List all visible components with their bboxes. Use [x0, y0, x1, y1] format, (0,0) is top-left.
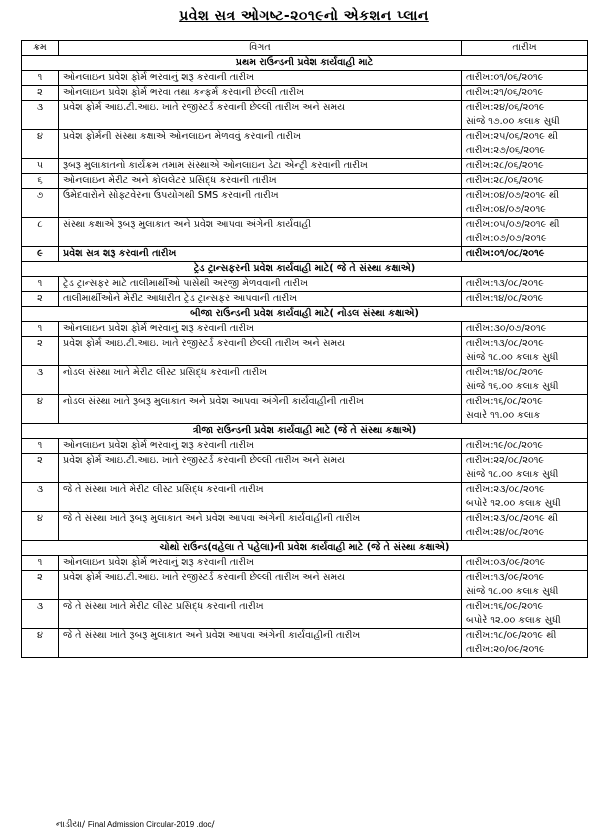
- footer: [56, 820, 215, 830]
- row-serial: ૨: [22, 454, 59, 483]
- row-date: [462, 101, 588, 130]
- row-date: [462, 218, 588, 247]
- table-body: [22, 56, 588, 658]
- row-serial: ૪: [22, 395, 59, 424]
- row-serial: ૧: [22, 556, 59, 571]
- row-date: [462, 322, 588, 337]
- date-line: સાંજે ૧૮.૦૦ કલાક સુધી: [466, 469, 559, 480]
- row-detail: ટ્રેડ ટ્રાન્સફર માટે તાલીમાર્થીઓ પાસેથી અરજી મેળવવાની તારીખ: [59, 277, 462, 292]
- row-detail: નોડલ સંસ્થા ખાતે રૂબરૂ મુલાકાત અને પ્રવેશ આપવા અંગેની કાર્યવાહીની તારીખ: [59, 395, 462, 424]
- row-detail: પ્રવેશ ફોર્મ આઇ.ટી.આઇ. ખાતે રજીસ્ટર્ડ કરવાની છેલ્લી તારીખ અને સમય: [59, 337, 462, 366]
- row-date: [462, 130, 588, 159]
- row-detail: ઓનલાઇન પ્રવેશ ફોર્મ ભરવાનું શરૂ કરવાની તારીખ: [59, 71, 462, 86]
- table-row: [22, 71, 588, 86]
- date-line: તારીખ:૧૬/૦૯/૨૦૧૯: [466, 601, 544, 612]
- footer-sep-1: /: [82, 820, 88, 830]
- row-detail: ઉમેદવારોને સોફ્ટવેરના ઉપયોગથી SMS કરવાની તારીખ: [59, 189, 462, 218]
- date-line: તારીખ:૦૧/૦૮/૨૦૧૯: [466, 248, 545, 259]
- row-serial: ૨: [22, 571, 59, 600]
- table-row: [22, 174, 588, 189]
- date-line: સાંજે ૧૮.૦૦ કલાક સુધી: [466, 352, 559, 363]
- row-serial: ૪: [22, 629, 59, 658]
- row-serial: ૧: [22, 277, 59, 292]
- row-detail: જે તે સંસ્થા ખાતે મેરીટ લીસ્ટ પ્રસિદ્ધ કરવાની તારીખ: [59, 483, 462, 512]
- date-line: તારીખ:૨૨/૦૮/૨૦૧૯: [466, 455, 545, 466]
- date-line: તારીખ:૩૦/૦૭/૨૦૧૯: [466, 323, 547, 334]
- row-date: [462, 629, 588, 658]
- row-detail: ઓનલાઇન પ્રવેશ ફોર્મ ભરવા તથા કન્ફર્મ કરવાની છેલ્લી તારીખ: [59, 86, 462, 101]
- date-line: તારીખ:૧૬/૦૮/૨૦૧૯: [466, 396, 543, 407]
- table-row: [22, 395, 588, 424]
- row-serial: ૯: [22, 247, 59, 262]
- table-row: [22, 159, 588, 174]
- row-date: [462, 174, 588, 189]
- footer-place: નાડીયા: [56, 820, 83, 830]
- table-row: [22, 101, 588, 130]
- section-row: [22, 541, 588, 556]
- date-line: બપોરે ૧૨.૦૦ કલાક સુધી: [466, 498, 561, 509]
- date-line: તારીખ:૨૮/૦૬/૨૦૧૯: [466, 175, 544, 186]
- table-row: [22, 247, 588, 262]
- row-date: [462, 159, 588, 174]
- date-line: તારીખ:૨૪/૦૮/૨૦૧૯: [466, 527, 545, 538]
- date-line: સાંજે ૧૬.૦૦ કલાક સુધી: [466, 381, 559, 392]
- table-row: [22, 571, 588, 600]
- table-row: [22, 512, 588, 541]
- date-line: સવારે ૧૧.૦૦ કલાક: [466, 410, 541, 421]
- action-plan-table: [21, 40, 588, 658]
- section-heading: પ્રથમ રાઉન્ડની પ્રવેશ કાર્યવાહી માટે: [22, 56, 588, 71]
- row-detail: જે તે સંસ્થા ખાતે રૂબરૂ મુલાકાત અને પ્રવેશ આપવા અંગેની કાર્યવાહીની તારીખ: [59, 512, 462, 541]
- table-row: [22, 556, 588, 571]
- row-detail: ઓનલાઇન પ્રવેશ ફોર્મ ભરવાનું શરૂ કરવાની તારીખ: [59, 556, 462, 571]
- row-date: [462, 277, 588, 292]
- table-row: [22, 337, 588, 366]
- row-serial: ૩: [22, 483, 59, 512]
- date-line: તારીખ:૨૦/૦૯/૨૦૧૯: [466, 644, 545, 655]
- header-serial: ક્રમ: [22, 41, 59, 56]
- date-line: તારીખ:૦૧/૦૬/૨૦૧૯: [466, 72, 544, 83]
- row-date: [462, 71, 588, 86]
- table-row: [22, 439, 588, 454]
- row-detail: ઓનલાઇન પ્રવેશ ફોર્મ ભરવાનું શરૂ કરવાની તારીખ: [59, 439, 462, 454]
- date-line: સાંજે ૧૮.૦૦ કલાક સુધી: [466, 586, 559, 597]
- table-row: [22, 366, 588, 395]
- section-row: [22, 262, 588, 277]
- row-serial: ૩: [22, 101, 59, 130]
- row-date: [462, 571, 588, 600]
- row-detail: ઓનલાઇન પ્રવેશ ફોર્મ ભરવાનું શરૂ કરવાની તારીખ: [59, 322, 462, 337]
- row-detail: પ્રવેશ સત્ર શરૂ કરવાની તારીખ: [59, 247, 462, 262]
- date-line: તારીખ:૦૫/૦૭/૨૦૧૯ થી: [466, 219, 560, 230]
- row-date: [462, 454, 588, 483]
- row-serial: ૧: [22, 439, 59, 454]
- table-row: [22, 292, 588, 307]
- row-serial: ૩: [22, 600, 59, 629]
- date-line: તારીખ:૦૪/૦૭/૨૦૧૯: [466, 204, 546, 215]
- page-title: પ્રવેશ સત્ર ઓગષ્ટ-૨૦૧૯નો એકશન પ્લાન: [179, 8, 429, 24]
- row-serial: ૩: [22, 366, 59, 395]
- row-detail: નોડલ સંસ્થા ખાતે મેરીટ લીસ્ટ પ્રસિદ્ધ કરવાની તારીખ: [59, 366, 462, 395]
- table-row: [22, 277, 588, 292]
- date-line: તારીખ:૨૭/૦૬/૨૦૧૯: [466, 145, 546, 156]
- row-detail: જે તે સંસ્થા ખાતે રૂબરૂ મુલાકાત અને પ્રવેશ આપવા અંગેની કાર્યવાહીની તારીખ: [59, 629, 462, 658]
- date-line: તારીખ:૦૩/૦૯/૨૦૧૯: [466, 557, 546, 568]
- table-row: [22, 483, 588, 512]
- row-date: [462, 86, 588, 101]
- row-serial: ૨: [22, 86, 59, 101]
- row-detail: પ્રવેશ ફોર્મ આઇ.ટી.આઇ. ખાતે રજીસ્ટર્ડ કરવાની છેલ્લી તારીખ અને સમય: [59, 571, 462, 600]
- row-serial: ૮: [22, 218, 59, 247]
- row-date: [462, 366, 588, 395]
- row-detail: તાલીમાર્થીઓને મેરીટ આધારીત ટ્રેડ ટ્રાન્સફર આપવાની તારીખ: [59, 292, 462, 307]
- row-date: [462, 556, 588, 571]
- section-row: [22, 56, 588, 71]
- date-line: તારીખ:૨૩/૦૮/૨૦૧૯: [466, 484, 545, 495]
- row-date: [462, 189, 588, 218]
- section-heading: ટ્રેડ ટ્રાન્સફરની પ્રવેશ કાર્યવાહી માટે( જે તે સંસ્થા કક્ષાએ): [22, 262, 588, 277]
- date-line: તારીખ:૨૩/૦૮/૨૦૧૯ થી: [466, 513, 559, 524]
- header-date: તારીખ: [462, 41, 588, 56]
- date-line: તારીખ:૧૮/૦૯/૨૦૧૯ થી: [466, 630, 557, 641]
- table-row: [22, 189, 588, 218]
- row-date: [462, 247, 588, 262]
- row-date: [462, 337, 588, 366]
- row-detail: પ્રવેશ ફોર્મની સંસ્થા કક્ષાએ ઓનલાઇન મેળવવું કરવાની તારીખ: [59, 130, 462, 159]
- row-detail: જે તે સંસ્થા ખાતે મેરીટ લીસ્ટ પ્રસિદ્ધ કરવાની તારીખ: [59, 600, 462, 629]
- row-serial: ૨: [22, 292, 59, 307]
- table-row: [22, 454, 588, 483]
- date-line: તારીખ:૧૩/૦૮/૨૦૧૯: [466, 338, 544, 349]
- row-date: [462, 483, 588, 512]
- date-line: તારીખ:૧૪/૦૮/૨૦૧૯: [466, 293, 544, 304]
- table-row: [22, 322, 588, 337]
- row-serial: ૧: [22, 71, 59, 86]
- table-row: [22, 130, 588, 159]
- row-detail: પ્રવેશ ફોર્મ આઇ.ટી.આઇ. ખાતે રજીસ્ટર્ડ કરવાની છેલ્લી તારીખ અને સમય: [59, 101, 462, 130]
- date-line: બપોરે ૧૨.૦૦ કલાક સુધી: [466, 615, 561, 626]
- row-serial: ૪: [22, 512, 59, 541]
- section-heading: ચોથો રાઉન્ડ(વહેલા તે પહેલા)ની પ્રવેશ કાર્યવાહી માટે (જે તે સંસ્થા કક્ષાએ): [22, 541, 588, 556]
- date-line: તારીખ:૨૪/૦૬/૨૦૧૯: [466, 102, 545, 113]
- table-row: [22, 600, 588, 629]
- section-row: [22, 424, 588, 439]
- date-line: તારીખ:૨૫/૦૬/૨૦૧૯ થી: [466, 131, 559, 142]
- row-date: [462, 439, 588, 454]
- row-detail: પ્રવેશ ફોર્મ આઇ.ટી.આઇ. ખાતે રજીસ્ટર્ડ કરવાની છેલ્લી તારીખ અને સમય: [59, 454, 462, 483]
- footer-sep-2: /: [211, 820, 215, 830]
- table-row: [22, 86, 588, 101]
- section-row: [22, 307, 588, 322]
- date-line: તારીખ:૦૪/૦૭/૨૦૧૯ થી: [466, 190, 560, 201]
- section-heading: ત્રીજા રાઉન્ડની પ્રવેશ કાર્યવાહી માટે (જે તે સંસ્થા કક્ષાએ): [22, 424, 588, 439]
- date-line: તારીખ:૧૩/૦૯/૨૦૧૯: [466, 572, 545, 583]
- date-line: તારીખ:૧૩/૦૮/૨૦૧૯: [466, 278, 544, 289]
- row-serial: ૧: [22, 322, 59, 337]
- row-serial: ૬: [22, 174, 59, 189]
- date-line: સાંજે ૧૭.૦૦ કલાક સુધી: [466, 116, 560, 127]
- row-serial: ૪: [22, 130, 59, 159]
- date-line: તારીખ:૦૭/૦૭/૨૦૧૯: [466, 233, 547, 244]
- row-date: [462, 600, 588, 629]
- row-date: [462, 395, 588, 424]
- row-detail: ઓનલાઇન મેરીટ અને કોલલેટર પ્રસિદ્ધ કરવાની તારીખ: [59, 174, 462, 189]
- header-row: [22, 41, 588, 56]
- date-line: તારીખ:૨૮/૦૬/૨૦૧૯: [466, 160, 544, 171]
- row-date: [462, 512, 588, 541]
- header-detail: વિગત: [59, 41, 462, 56]
- row-date: [462, 292, 588, 307]
- row-detail: સંસ્થા કક્ષાએ રૂબરૂ મુલાકાત અને પ્રવેશ આપવા અંગેની કાર્યવાહી: [59, 218, 462, 247]
- row-serial: ૫: [22, 159, 59, 174]
- table-row: [22, 218, 588, 247]
- date-line: તારીખ:૨૧/૦૬/૨૦૧૯: [466, 87, 544, 98]
- row-detail: રૂબરૂ મુલાકાતનો કાર્યક્રમ તમામ સંસ્થાએ ઓનલાઇન ડેટા એન્ટ્રી કરવાની તારીખ: [59, 159, 462, 174]
- footer-filename: Final Admission Circular-2019 .doc: [87, 820, 212, 829]
- row-serial: ૭: [22, 189, 59, 218]
- row-serial: ૨: [22, 337, 59, 366]
- section-heading: બીજા રાઉન્ડની પ્રવેશ કાર્યવાહી માટે( નોડલ સંસ્થા કક્ષાએ): [22, 307, 588, 322]
- date-line: તારીખ:૧૪/૦૮/૨૦૧૯: [466, 367, 544, 378]
- table-row: [22, 629, 588, 658]
- date-line: તારીખ:૧૯/૦૮/૨૦૧૯: [466, 440, 544, 451]
